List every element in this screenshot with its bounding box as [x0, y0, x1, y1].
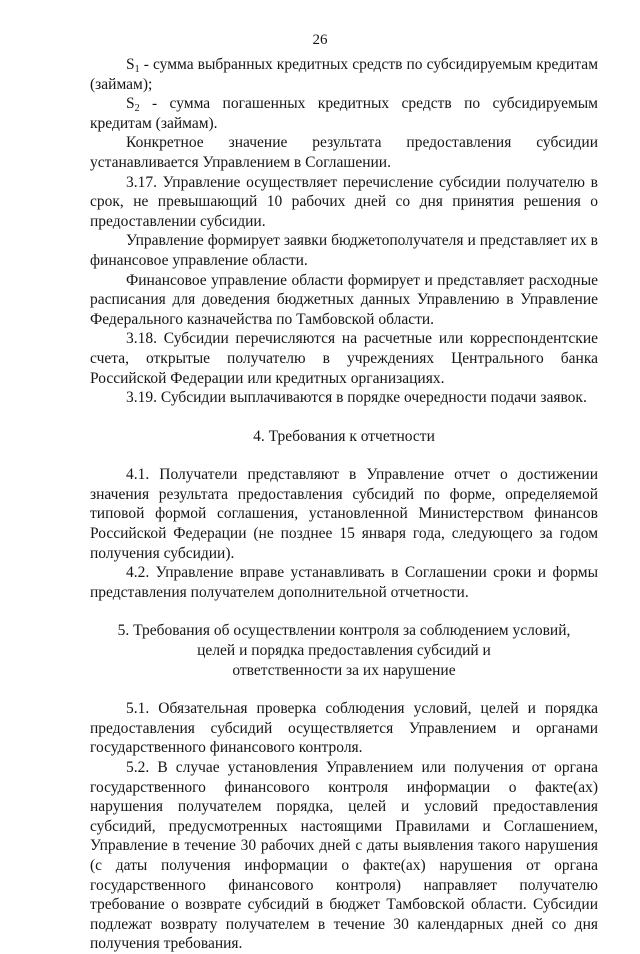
paragraph-4-2: 4.2. Управление вправе устанавливать в Соглашении сроки и формы представления получателем дополнительной отчетности. [90, 564, 598, 601]
paragraph-3-18: 3.18. Субсидии перечисляются на расчетные или корреспондентские счета, открытые получателю в учреждениях Центрального банка Российской Федерации или кредитных организациях. [90, 330, 598, 387]
section-heading-5: 5. Требования об осуществлении контроля за соблюдением условий, целей и порядка предоставления субсидий и ответственности за их нарушение [117, 622, 571, 679]
paragraph-4-1: 4.1. Получатели представляют в Управление отчет о достижении значения результата предоставления субсидий по форме, определяемой типовой формой соглашения, установленной Министерством финансов Российской Федерации (не позднее 15 января года, следующего за годом получения субсидии). [90, 466, 598, 562]
document-body [90, 55, 598, 954]
paragraph: Управление формирует заявки бюджетополучателя и представляет их в финансовое управление области. [90, 232, 598, 269]
section-heading-4: 4. Требования к отчетности [253, 427, 435, 445]
paragraph: Конкретное значение результата предоставления субсидии устанавливается Управлением в Соглашении. [90, 134, 598, 171]
paragraph: Финансовое управление области формирует и представляет расходные расписания для доведения бюджетных данных Управлению в Управление Федерального казначейства по Тамбовской области. [90, 271, 598, 328]
paragraph-5-1: 5.1. Обязательная проверка соблюдения условий, целей и порядка предоставления субсидий осуществляется Управлением и органами государственного финансового контроля. [90, 700, 598, 757]
paragraph-3-19: 3.19. Субсидии выплачиваются в порядке очередности подачи заявок. [126, 389, 587, 407]
formula-definition-s1: $S_1$ - сумма выбранных кредитных средств по субсидируемым кредитам (займам); [90, 56, 598, 93]
paragraph-5-2: 5.2. В случае установления Управлением или получения от органа государственного финансового контроля информации о факте(ах) нарушения получателем порядка, целей и условий предоставления субсидий, предусмотренных настоящими Правилами и Соглашением, Управление в течение 30 рабочих дней с даты выявления такого нарушения (с даты получения информации о факте(ах) нарушения от органа государственного финансового контроля) направляет получателю требование о возврате субсидий в бюджет Тамбовской области. Субсидии подлежат возврату получателем в течение 30 календарных дней со дня получения требования. [90, 759, 598, 953]
formula-definition-s2: $S_2$ - сумма погашенных кредитных средств по субсидируемым кредитам (займам). [90, 95, 598, 132]
paragraph-3-17: 3.17. Управление осуществляет перечисление субсидии получателю в срок, не превышающий 10 рабочих дней со дня принятия решения о предоставлении субсидии. [90, 173, 598, 230]
page-number: 26 [312, 32, 328, 48]
